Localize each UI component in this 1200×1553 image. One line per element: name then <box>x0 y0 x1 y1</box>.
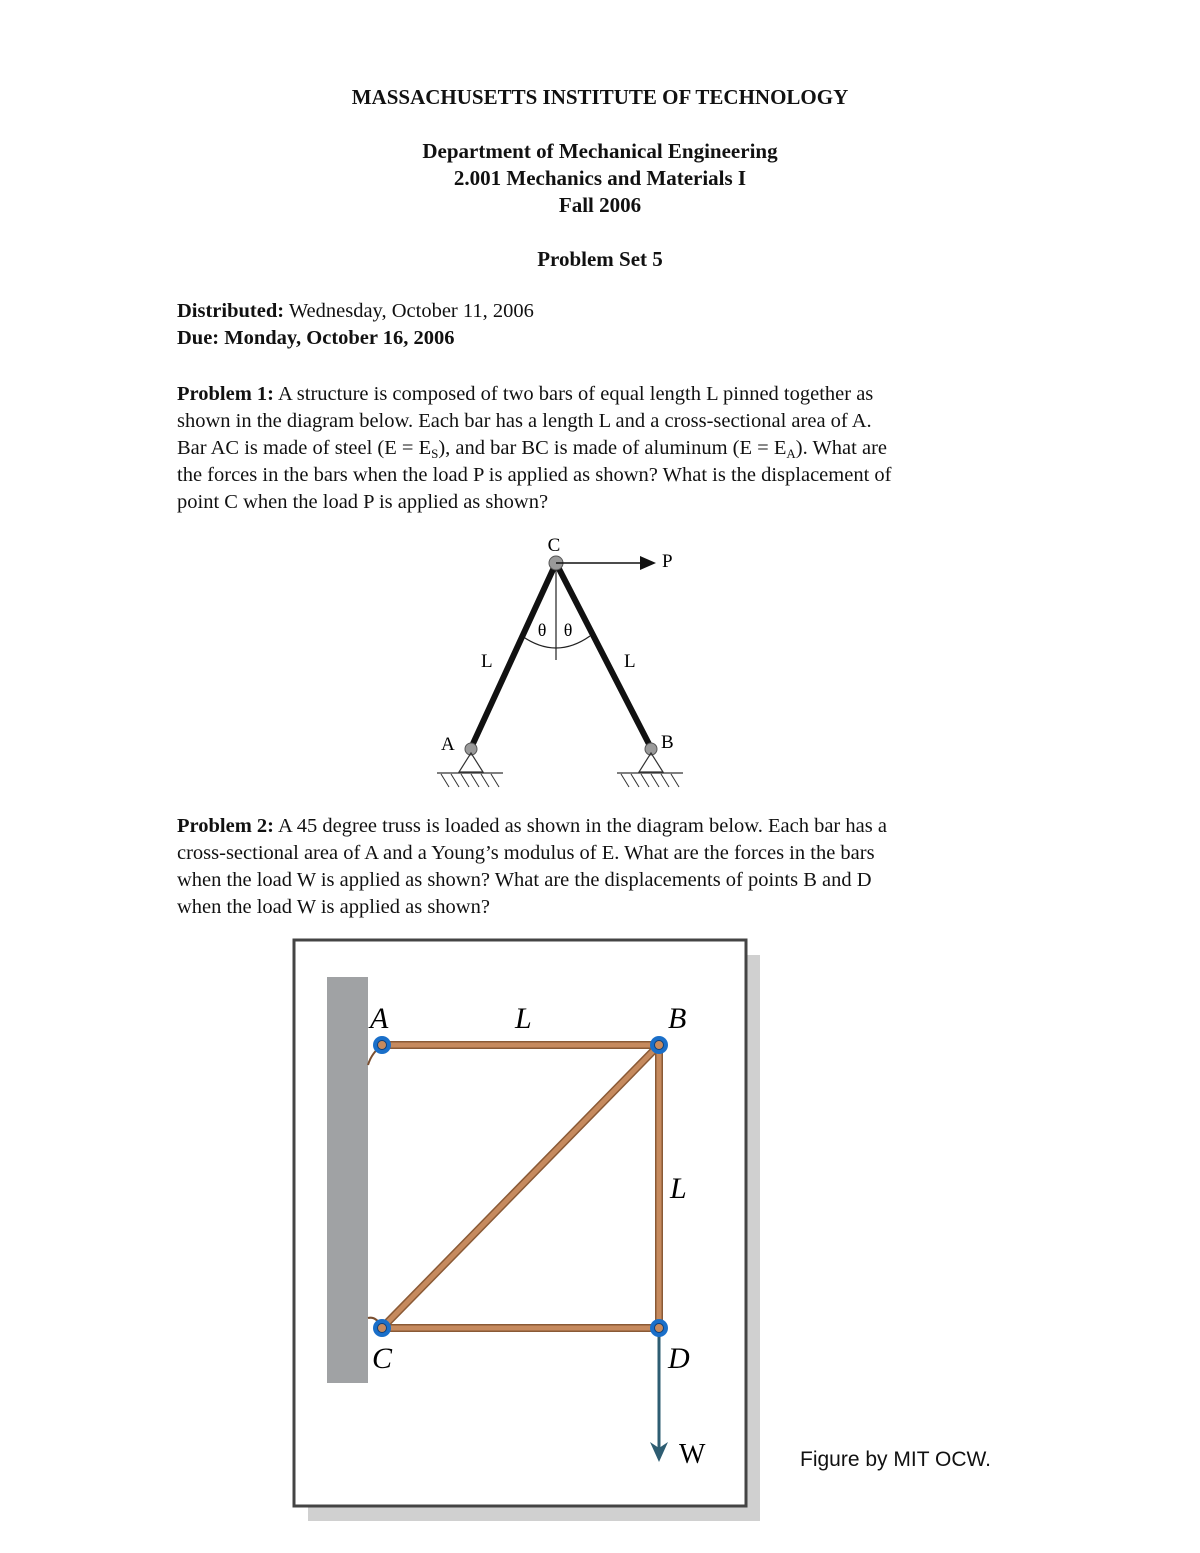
label-b: B <box>661 732 674 753</box>
pin-b <box>650 1036 668 1054</box>
due-line <box>177 327 455 350</box>
pin-a <box>373 1036 391 1054</box>
problem2-text1: A 45 degree truss is loaded as shown in the diagram below. Each bar has a <box>277 815 887 837</box>
problem2-line4: when the load W is applied as shown? <box>177 896 490 918</box>
pin-c <box>373 1319 391 1337</box>
department-name: Department of Mechanical Engineering <box>422 139 778 163</box>
load-arrow-head <box>640 556 656 570</box>
label-l-left: L <box>481 651 493 672</box>
label-d: D <box>668 1342 690 1375</box>
distributed-label: Distributed: <box>177 300 285 322</box>
label-b: B <box>668 1002 687 1035</box>
problem1-text3b: ), and bar BC is made of aluminum (E = E <box>438 437 787 459</box>
theta-left: θ <box>537 620 547 640</box>
figure-credit: Figure by MIT OCW. <box>800 1448 991 1471</box>
problem2-line1 <box>177 815 887 838</box>
label-p: P <box>662 551 673 572</box>
problem1-line3 <box>177 437 887 462</box>
distributed-date: Wednesday, October 11, 2006 <box>288 300 534 322</box>
wall <box>327 977 368 1383</box>
problem1-line2: shown in the diagram below. Each bar has a length L and a cross-sectional area of A. <box>177 410 872 432</box>
problem2-line2: cross-sectional area of A and a Young’s modulus of E. What are the forces in the bars <box>177 842 875 864</box>
problem1-text3c: ). What are <box>795 437 887 459</box>
label-w: W <box>679 1439 706 1470</box>
due-label: Due: <box>177 327 220 349</box>
problem1-text3a: Bar AC is made of steel (E = E <box>177 437 432 459</box>
label-l-right: L <box>624 651 636 672</box>
problem1-label: Problem 1: <box>177 383 274 405</box>
problem1-line5: point C when the load P is applied as shown? <box>177 491 549 513</box>
label-l-right: L <box>670 1172 687 1205</box>
label-l-top: L <box>515 1002 532 1035</box>
problem1-diagram <box>420 530 700 800</box>
steel-subscript: S <box>431 446 439 461</box>
course-title: 2.001 Mechanics and Materials I <box>453 166 747 190</box>
label-c: C <box>547 535 561 556</box>
label-a: A <box>370 1002 389 1035</box>
pin-d <box>650 1319 668 1337</box>
problem2-label: Problem 2: <box>177 815 274 837</box>
institution-title: MASSACHUSETTS INSTITUTE OF TECHNOLOGY <box>351 85 849 109</box>
bar-bc <box>556 563 651 748</box>
problem1-line1 <box>177 383 873 406</box>
problem-set-title: Problem Set 5 <box>537 247 663 271</box>
distributed-line <box>177 300 534 323</box>
problem1-text1: A structure is composed of two bars of equal length L pinned together as <box>277 383 874 405</box>
theta-right: θ <box>563 620 573 640</box>
term: Fall 2006 <box>558 193 642 217</box>
label-a: A <box>441 734 455 755</box>
problem2-diagram <box>280 930 780 1530</box>
aluminum-subscript: A <box>786 446 796 461</box>
due-date: Monday, October 16, 2006 <box>224 327 455 349</box>
problem2-line3: when the load W is applied as shown? What are the displacements of points B and D <box>177 869 872 891</box>
label-c: C <box>372 1342 393 1375</box>
problem1-line4: the forces in the bars when the load P is applied as shown? What is the displacement of <box>177 464 892 486</box>
